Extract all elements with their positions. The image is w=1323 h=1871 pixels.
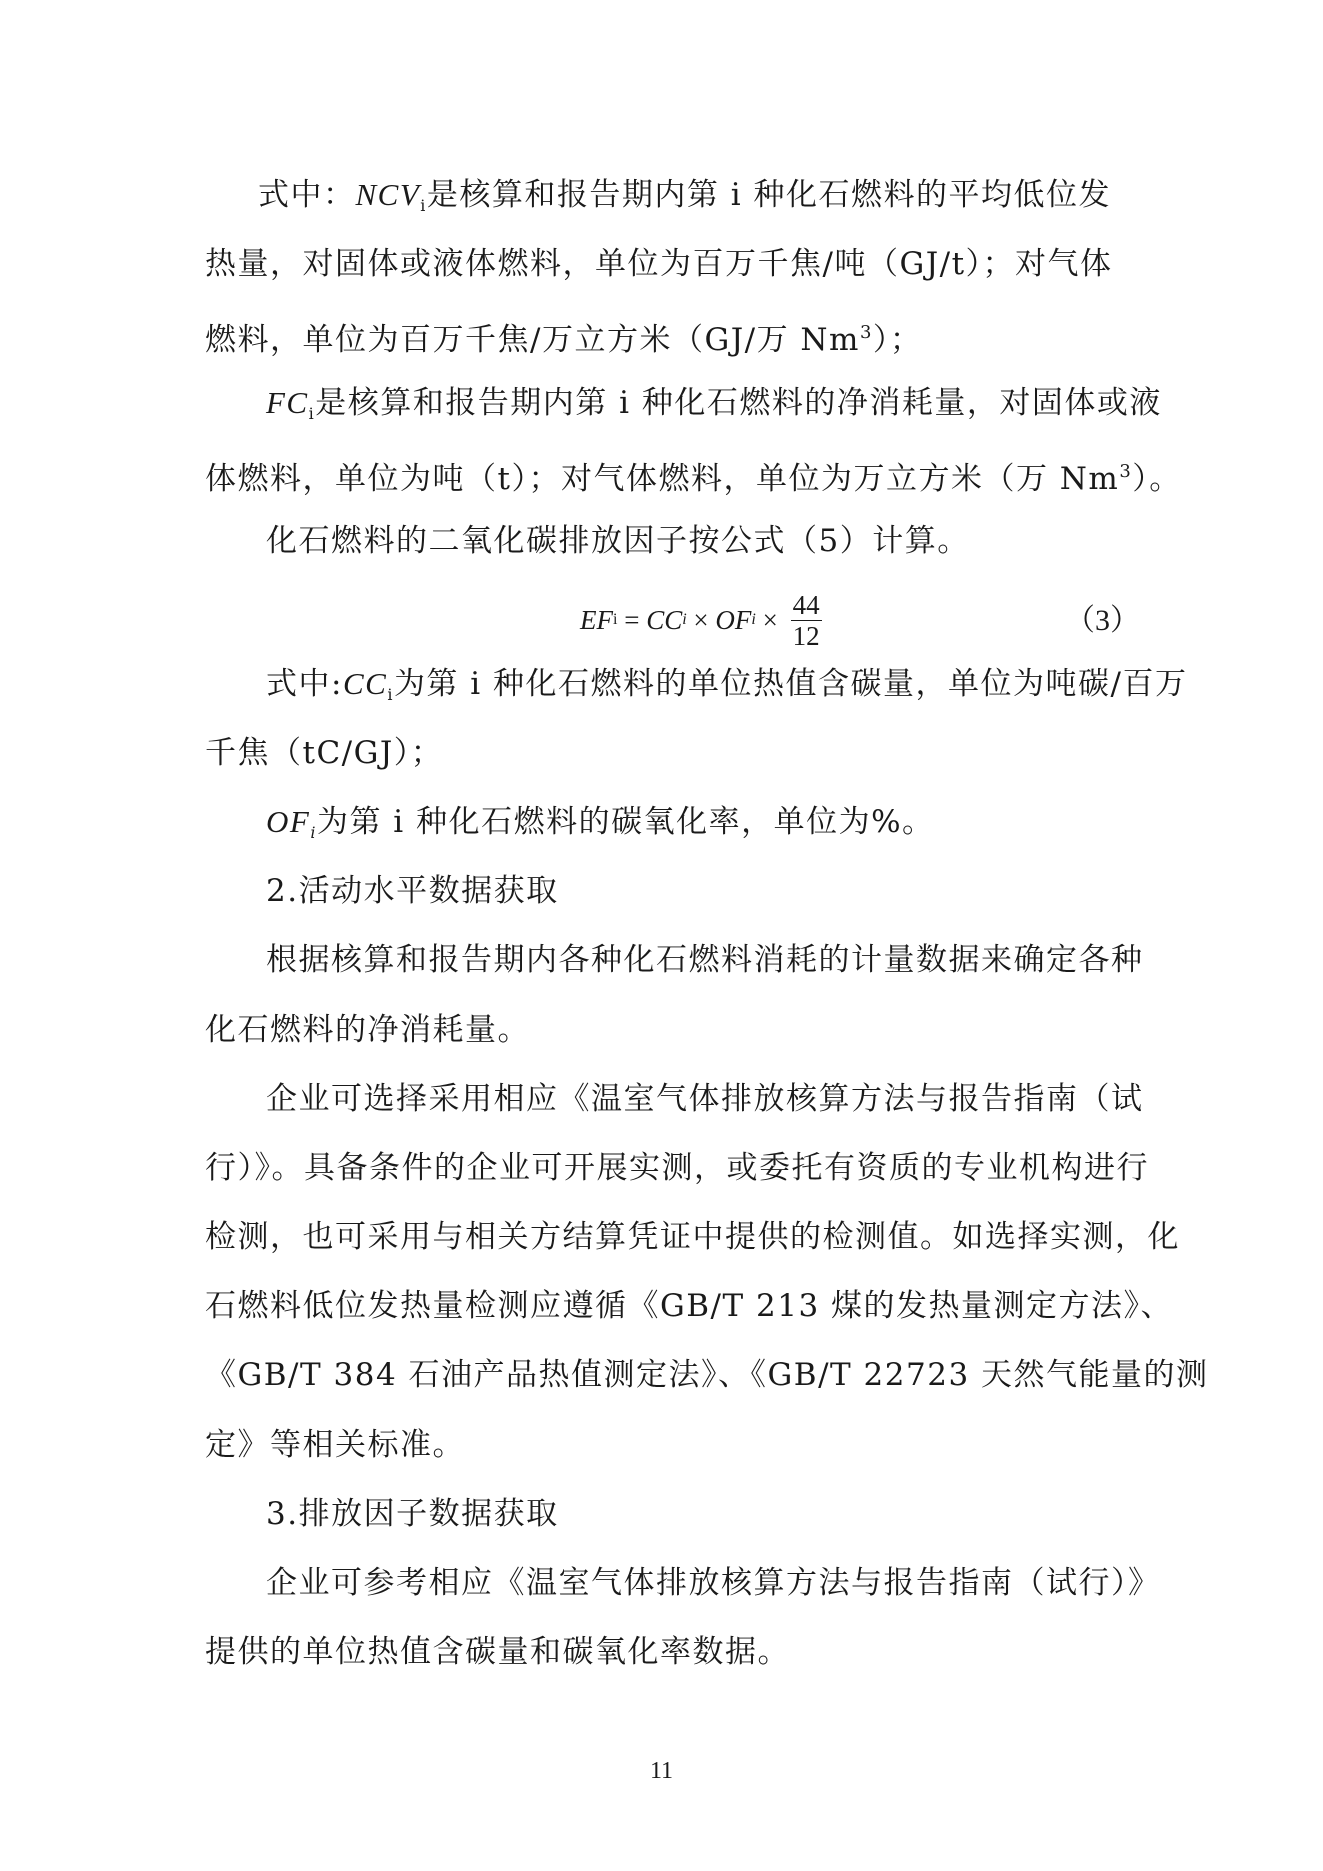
paragraph-line: 定》等相关标准。 bbox=[205, 1427, 465, 1463]
paragraph-line: 热量，对固体或液体燃料，单位为百万千焦/吨（GJ/t）；对气体 bbox=[205, 246, 1113, 282]
paragraph-line: 化石燃料的二氧化碳排放因子按公式（5）计算。 bbox=[266, 523, 970, 559]
fraction bbox=[791, 590, 822, 651]
section-heading: 2.活动水平数据获取 bbox=[266, 873, 559, 909]
paragraph-line: 检测，也可采用与相关方结算凭证中提供的检测值。如选择实测，化 bbox=[205, 1219, 1180, 1255]
paragraph-line-ncv-definition: 式中：$NCV_i$是核算和报告期内第 i 种化石燃料的平均低位发 bbox=[258, 177, 1112, 215]
paragraph-line: 企业可参考相应《温室气体排放核算方法与报告指南（试行）》 bbox=[266, 1565, 1161, 1601]
paragraph-line: 行）》。具备条件的企业可开展实测，或委托有资质的专业机构进行 bbox=[205, 1150, 1149, 1186]
paragraph-line: 体燃料，单位为吨（t）；对气体燃料，单位为万立方米（万 Nm$^3$）。 bbox=[205, 461, 1182, 497]
section-heading: 3.排放因子数据获取 bbox=[266, 1496, 559, 1532]
fraction-denominator: 12 bbox=[792, 620, 820, 651]
paragraph-line-fc-definition: $FC_i$是核算和报告期内第 i 种化石燃料的净消耗量，对固体或液 bbox=[266, 385, 1162, 423]
paragraph-line: 燃料，单位为百万千焦/万立方米（GJ/万 Nm$^3$）； bbox=[205, 322, 923, 358]
paragraph-line: 千焦（tC/GJ）； bbox=[205, 735, 444, 771]
paragraph-line: 《GB/T 384 石油产品热值测定法》、《GB/T 22723 天然气能量的测 bbox=[205, 1357, 1209, 1393]
paragraph-line: 石燃料低位发热量检测应遵循《GB/T 213 煤的发热量测定方法》、 bbox=[205, 1288, 1174, 1324]
emission-factor-formula: EF i = CC i × OF i × $\frac{44}{12}$ bbox=[580, 589, 820, 651]
equation-number: （3） bbox=[1065, 604, 1140, 637]
page-number: 11 bbox=[649, 1758, 674, 1784]
paragraph-line: 提供的单位热值含碳量和碳氧化率数据。 bbox=[205, 1634, 790, 1670]
paragraph-line: 化石燃料的净消耗量。 bbox=[205, 1012, 530, 1048]
paragraph-line: 根据核算和报告期内各种化石燃料消耗的计量数据来确定各种 bbox=[266, 942, 1144, 978]
paragraph-line: 企业可选择采用相应《温室气体排放核算方法与报告指南（试 bbox=[266, 1081, 1144, 1117]
paragraph-line-of-definition: OFi为第 i 种化石燃料的碳氧化率，单位为%。 bbox=[266, 804, 935, 842]
fraction-numerator: 44 bbox=[792, 589, 820, 620]
paragraph-line-cc-definition: 式中$:CC_i$为第 i 种化石燃料的单位热值含碳量，单位为吨碳/百万 bbox=[266, 666, 1188, 704]
